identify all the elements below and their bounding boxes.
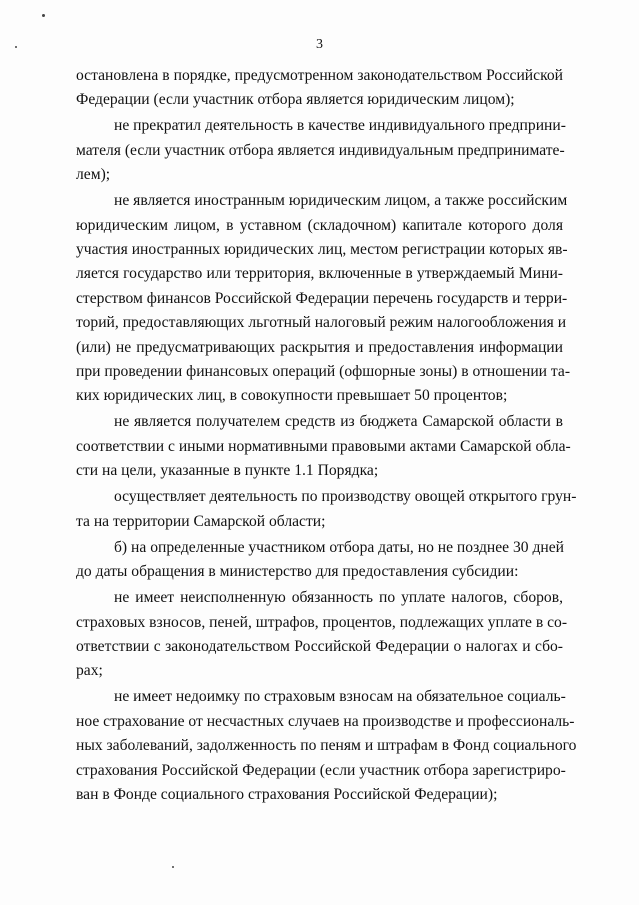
text-line: рах;: [76, 662, 103, 680]
text-line: ных заболеваний, задолженность по пеням и штрафам в Фонд социального: [76, 737, 577, 755]
text-line: не прекратил деятельность в качестве индивидуального предприни-: [114, 117, 566, 135]
text-line: участия иностранных юридических лиц, местом регистрации которых яв-: [76, 241, 568, 259]
page-number: 3: [316, 37, 323, 52]
text-line: б) на определенные участником отбора даты, но не позднее 30 дней: [114, 538, 565, 556]
text-line: та на территории Самарской области;: [76, 512, 326, 530]
paragraph: [76, 485, 577, 534]
text-line: ответствии с законодательством Российской Федерации о налогах и сбо-: [76, 637, 563, 655]
text-line: страховых взносов, пеней, штрафов, процентов, подлежащих уплате в со-: [76, 613, 568, 631]
text-line: осуществляет деятельность по производству овощей открытого грун-: [114, 488, 577, 506]
text-line: стерством финансов Российской Федерации перечень государств и терри-: [76, 289, 568, 307]
text-line: не является иностранным юридическим лицом, а также российским: [114, 192, 568, 210]
paragraph: [76, 685, 577, 807]
text-line: ких юридических лиц, в совокупности превышает 50 процентов;: [76, 387, 508, 405]
text-line: до даты обращения в министерство для предоставления субсидии:: [76, 563, 519, 581]
text-line: не имеет неисполненную обязанность по уплате налогов, сборов,: [114, 589, 563, 607]
paragraph: [76, 189, 571, 409]
text-line: не является получателем средств из бюджета Самарской области в: [114, 413, 563, 431]
text-line: (или) не предусматривающих раскрытия и предоставления информации: [76, 338, 563, 356]
paragraph: [76, 536, 563, 585]
text-line: соответствии с иными нормативными правовыми актами Самарской обла-: [76, 437, 571, 455]
text-line: лем);: [76, 166, 111, 184]
paragraph: [76, 114, 566, 187]
text-line: ван в Фонде социального страхования Российской Федерации);: [76, 785, 498, 803]
paragraph: [76, 586, 568, 684]
document-body: [76, 64, 577, 809]
text-line: при проведении финансовых операций (офшорные зоны) в отношении та-: [76, 363, 571, 381]
text-line: ное страхование от несчастных случаев на производстве и профессиональ-: [76, 712, 575, 730]
text-line: сти на цели, указанные в пункте 1.1 Порядка;: [76, 462, 379, 480]
paragraph: [76, 410, 571, 483]
text-line: ляется государство или территория, включенные в утверждаемый Мини-: [76, 265, 563, 283]
text-line: мателя (если участник отбора является индивидуальным предпринимате-: [76, 141, 565, 159]
text-line: страхования Российской Федерации (если участник отбора зарегистриро-: [76, 761, 566, 779]
text-line: торий, предоставляющих льготный налоговый режим налогообложения и: [76, 314, 567, 332]
text-line: юридическим лицом, в уставном (складочном) капитале которого доля: [76, 216, 563, 234]
text-line: Федерации (если участник отбора является юридическим лицом);: [76, 91, 515, 109]
text-line: остановлена в порядке, предусмотренном законодательством Российской: [76, 67, 563, 84]
scan-speck: [42, 14, 45, 17]
text-line: не имеет недоимку по страховым взносам на обязательное социаль-: [114, 688, 566, 706]
paragraph: [76, 64, 563, 113]
scan-speck: [172, 866, 174, 868]
